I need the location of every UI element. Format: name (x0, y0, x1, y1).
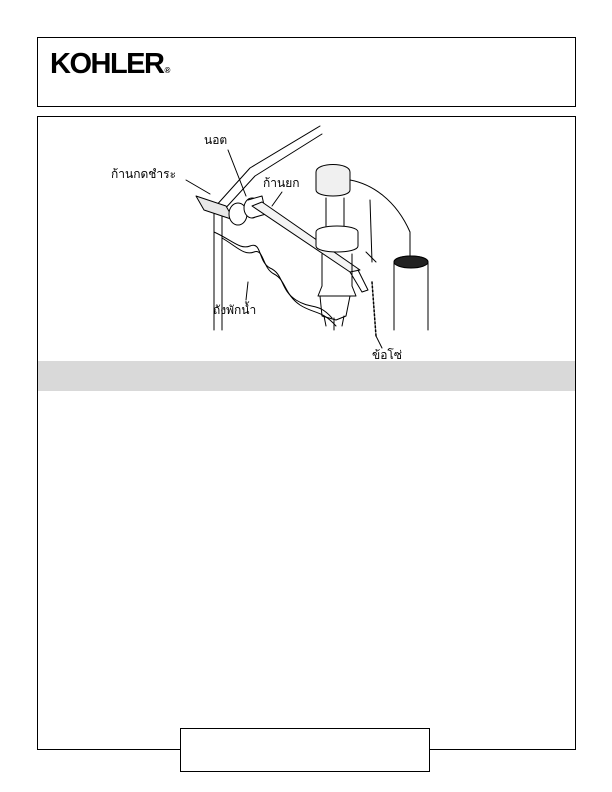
footer-box (180, 728, 430, 772)
nut-label: นอต (204, 133, 228, 147)
chain (372, 282, 376, 336)
lift-rod-label: ก้านยก (263, 176, 300, 190)
tank-outline (214, 126, 320, 330)
chain-link-label: ข้อโซ่ (372, 348, 402, 362)
brand-name: KOHLER (50, 48, 164, 80)
tank-label: ถังพักน้ำ (213, 303, 257, 317)
trip-lever-label: ก้านกดชำระ (111, 167, 177, 181)
registered-mark: ® (164, 66, 171, 75)
trip-lever-handle (196, 196, 234, 220)
flush-valve (316, 165, 350, 197)
refill-tube (350, 180, 410, 258)
